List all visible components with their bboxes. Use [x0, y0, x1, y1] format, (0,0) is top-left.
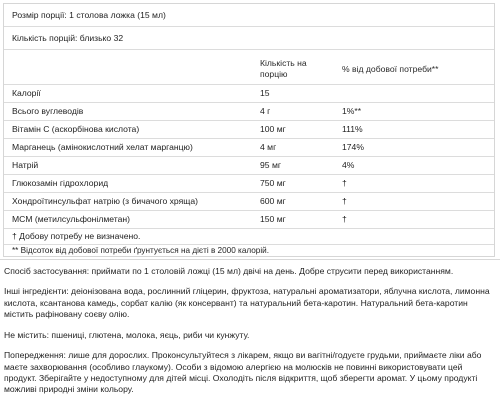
- divider: [4, 228, 494, 229]
- nutrient-amount: 15: [260, 88, 270, 98]
- nutrient-name: Вітамін С (аскорбінова кислота): [12, 124, 140, 134]
- divider: [4, 102, 494, 103]
- nutrient-name: Калорії: [12, 88, 41, 98]
- divider: [4, 174, 494, 175]
- header-dv: % від добової потреби**: [342, 64, 439, 74]
- nutrient-amount: 100 мг: [260, 124, 286, 134]
- free-from-text: Не містить: пшениці, глютена, молока, яєць, риби чи кунжуту.: [4, 329, 250, 340]
- nutrient-amount: 4 г: [260, 106, 271, 116]
- nutrient-dv: †: [342, 178, 347, 188]
- divider: [4, 26, 494, 27]
- ingredients-text: Інші інгредієнти: деіонізована вода, рослинний гліцерин, фруктоза, натуральні ароматизатори, яблучна кислота, лимонна кислота, ксантанова камедь, сорбат калію (як консервант) та натуральний бета-каротин. Натуральний бета-каротин містить рафіновану соєву олію.: [4, 286, 490, 320]
- divider: [4, 84, 494, 85]
- servings-per-container: Кількість порцій: близько 32: [12, 33, 124, 43]
- divider: [4, 210, 494, 211]
- nutrient-dv: 174%: [342, 142, 364, 152]
- footnote-daily-value: ** Відсоток від добової потреби ґрунтується на дієті в 2000 калорій.: [12, 246, 270, 255]
- nutrient-amount: 95 мг: [260, 160, 281, 170]
- divider: [4, 244, 494, 245]
- divider: [4, 156, 494, 157]
- nutrient-name: MCM (метилсульфонілметан): [12, 214, 130, 224]
- nutrient-name: Всього вуглеводів: [12, 106, 84, 116]
- header-amount: Кількість на порцію: [260, 58, 307, 79]
- product-notes: [4, 266, 496, 405]
- nutrient-amount: 150 мг: [260, 214, 286, 224]
- supplement-facts-panel: [3, 3, 495, 257]
- divider: [4, 138, 494, 139]
- nutrient-dv: 4%: [342, 160, 355, 170]
- warning-text: Попередження: лише для дорослих. Проконсультуйтеся з лікарем, якщо ви вагітні/годуєте грудьми, приймаєте ліки або маєте захворювання (особливо глаукому). Особи з відомою алергією на молюсків не повинні використовувати цей продукт. Зберігайте у недоступному для дітей місці. Охолодіть після відкриття, щоб зберегти аромат. У цьому продукті можливі природні зміни кольору.: [4, 350, 482, 395]
- nutrient-dv: †: [342, 214, 347, 224]
- nutrient-name: Хондроїтинсульфат натрію (з бичачого хряща): [12, 196, 198, 206]
- nutrient-amount: 600 мг: [260, 196, 286, 206]
- nutrient-name: Марганець (амінокислотний хелат марганцю): [12, 142, 193, 152]
- divider: [4, 120, 494, 121]
- nutrient-dv: †: [342, 196, 347, 206]
- nutrient-name: Натрій: [12, 160, 39, 170]
- divider: [4, 192, 494, 193]
- nutrient-dv: 1%**: [342, 106, 362, 116]
- nutrient-amount: 4 мг: [260, 142, 277, 152]
- nutrient-dv: 111%: [342, 124, 363, 134]
- usage-text: Спосіб застосування: приймати по 1 столовій ложці (15 мл) двічі на день. Добре струсити перед використанням.: [4, 266, 454, 276]
- serving-size: Розмір порції: 1 столова ложка (15 мл): [12, 10, 166, 20]
- nutrient-name: Глюкозамін гідрохлорид: [12, 178, 109, 188]
- footnote-undetermined: † Добову потребу не визначено.: [12, 231, 141, 241]
- nutrient-amount: 750 мг: [260, 178, 286, 188]
- section-divider: [0, 259, 500, 260]
- divider: [4, 49, 494, 50]
